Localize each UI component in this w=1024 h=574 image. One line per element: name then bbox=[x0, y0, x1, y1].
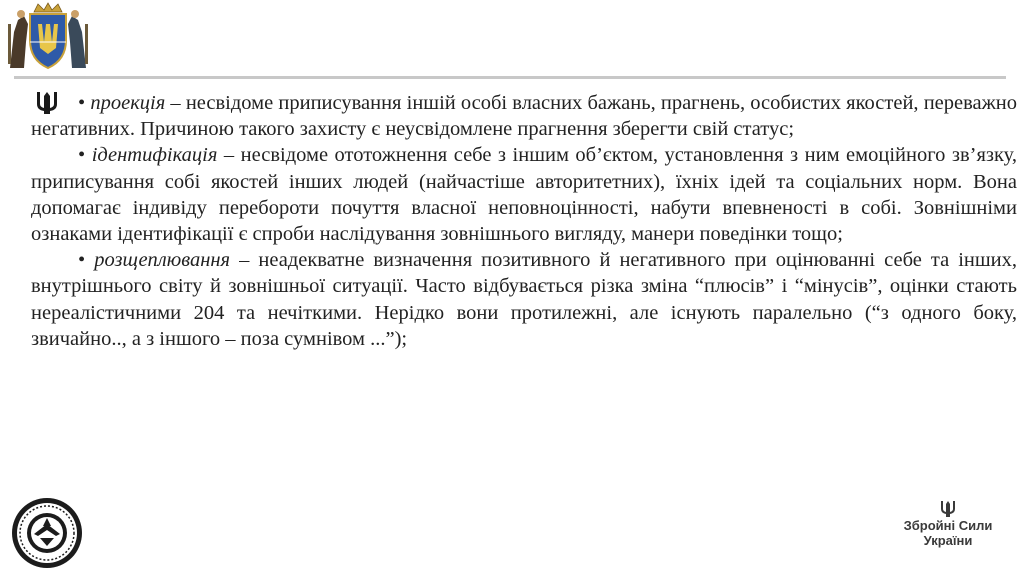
header-separator bbox=[14, 76, 1006, 79]
term-projection: проекція bbox=[90, 92, 166, 114]
bullet: • bbox=[78, 249, 86, 272]
armed-forces-logo bbox=[898, 500, 998, 560]
logo-line-1: Збройні Сили bbox=[903, 518, 993, 533]
term-splitting: розщеплювання bbox=[94, 249, 231, 272]
paragraph-projection bbox=[31, 90, 1017, 142]
department-seal-icon bbox=[10, 496, 84, 570]
bullet: • bbox=[78, 92, 86, 114]
content-text bbox=[31, 90, 1017, 352]
armed-forces-trident-icon bbox=[939, 500, 957, 518]
paragraph-splitting bbox=[31, 247, 1017, 352]
coat-of-arms-icon bbox=[4, 2, 92, 72]
paragraph-text: – неадекватне визначення позитивного й негативного при оцінюванні себе та інших, внутрішнього світу й зовнішньої ситуації. Часто відбувається різка зміна “плюсів” і “мінусів”, оцінки стають нереалістичними 204 та нечіткими. Нерідко вони протилежні, але існують паралельно (“з одного боку, звичайно.., а з іншого – поза сумнівом ...”); bbox=[31, 249, 1018, 350]
term-identification: ідентифікація bbox=[91, 144, 218, 167]
logo-line-2: України bbox=[923, 533, 973, 548]
paragraph-text: – несвідоме приписування іншій особі власних бажань, прагнень, особистих якостей, переважно негативних. Причиною такого захисту є неусвідомлене прагнення зберегти свій статус; bbox=[31, 92, 1018, 141]
bullet: • bbox=[78, 144, 86, 167]
paragraph-identification bbox=[31, 142, 1017, 247]
paragraph-text: – несвідоме ототожнення себе з іншим об’єктом, установлення з ним емоційного зв’язку, приписування собі якостей інших людей (найчастіше авторитетних), їхніх ідей та соціальних норм. Вона допомагає індивіду перебороти почуття власної неповноцінності, набути впевненості в собі. Зовнішніми ознаками ідентифікації є спроби наслідування зовнішнього вигляду, манери поведінки тощо; bbox=[31, 144, 1017, 246]
